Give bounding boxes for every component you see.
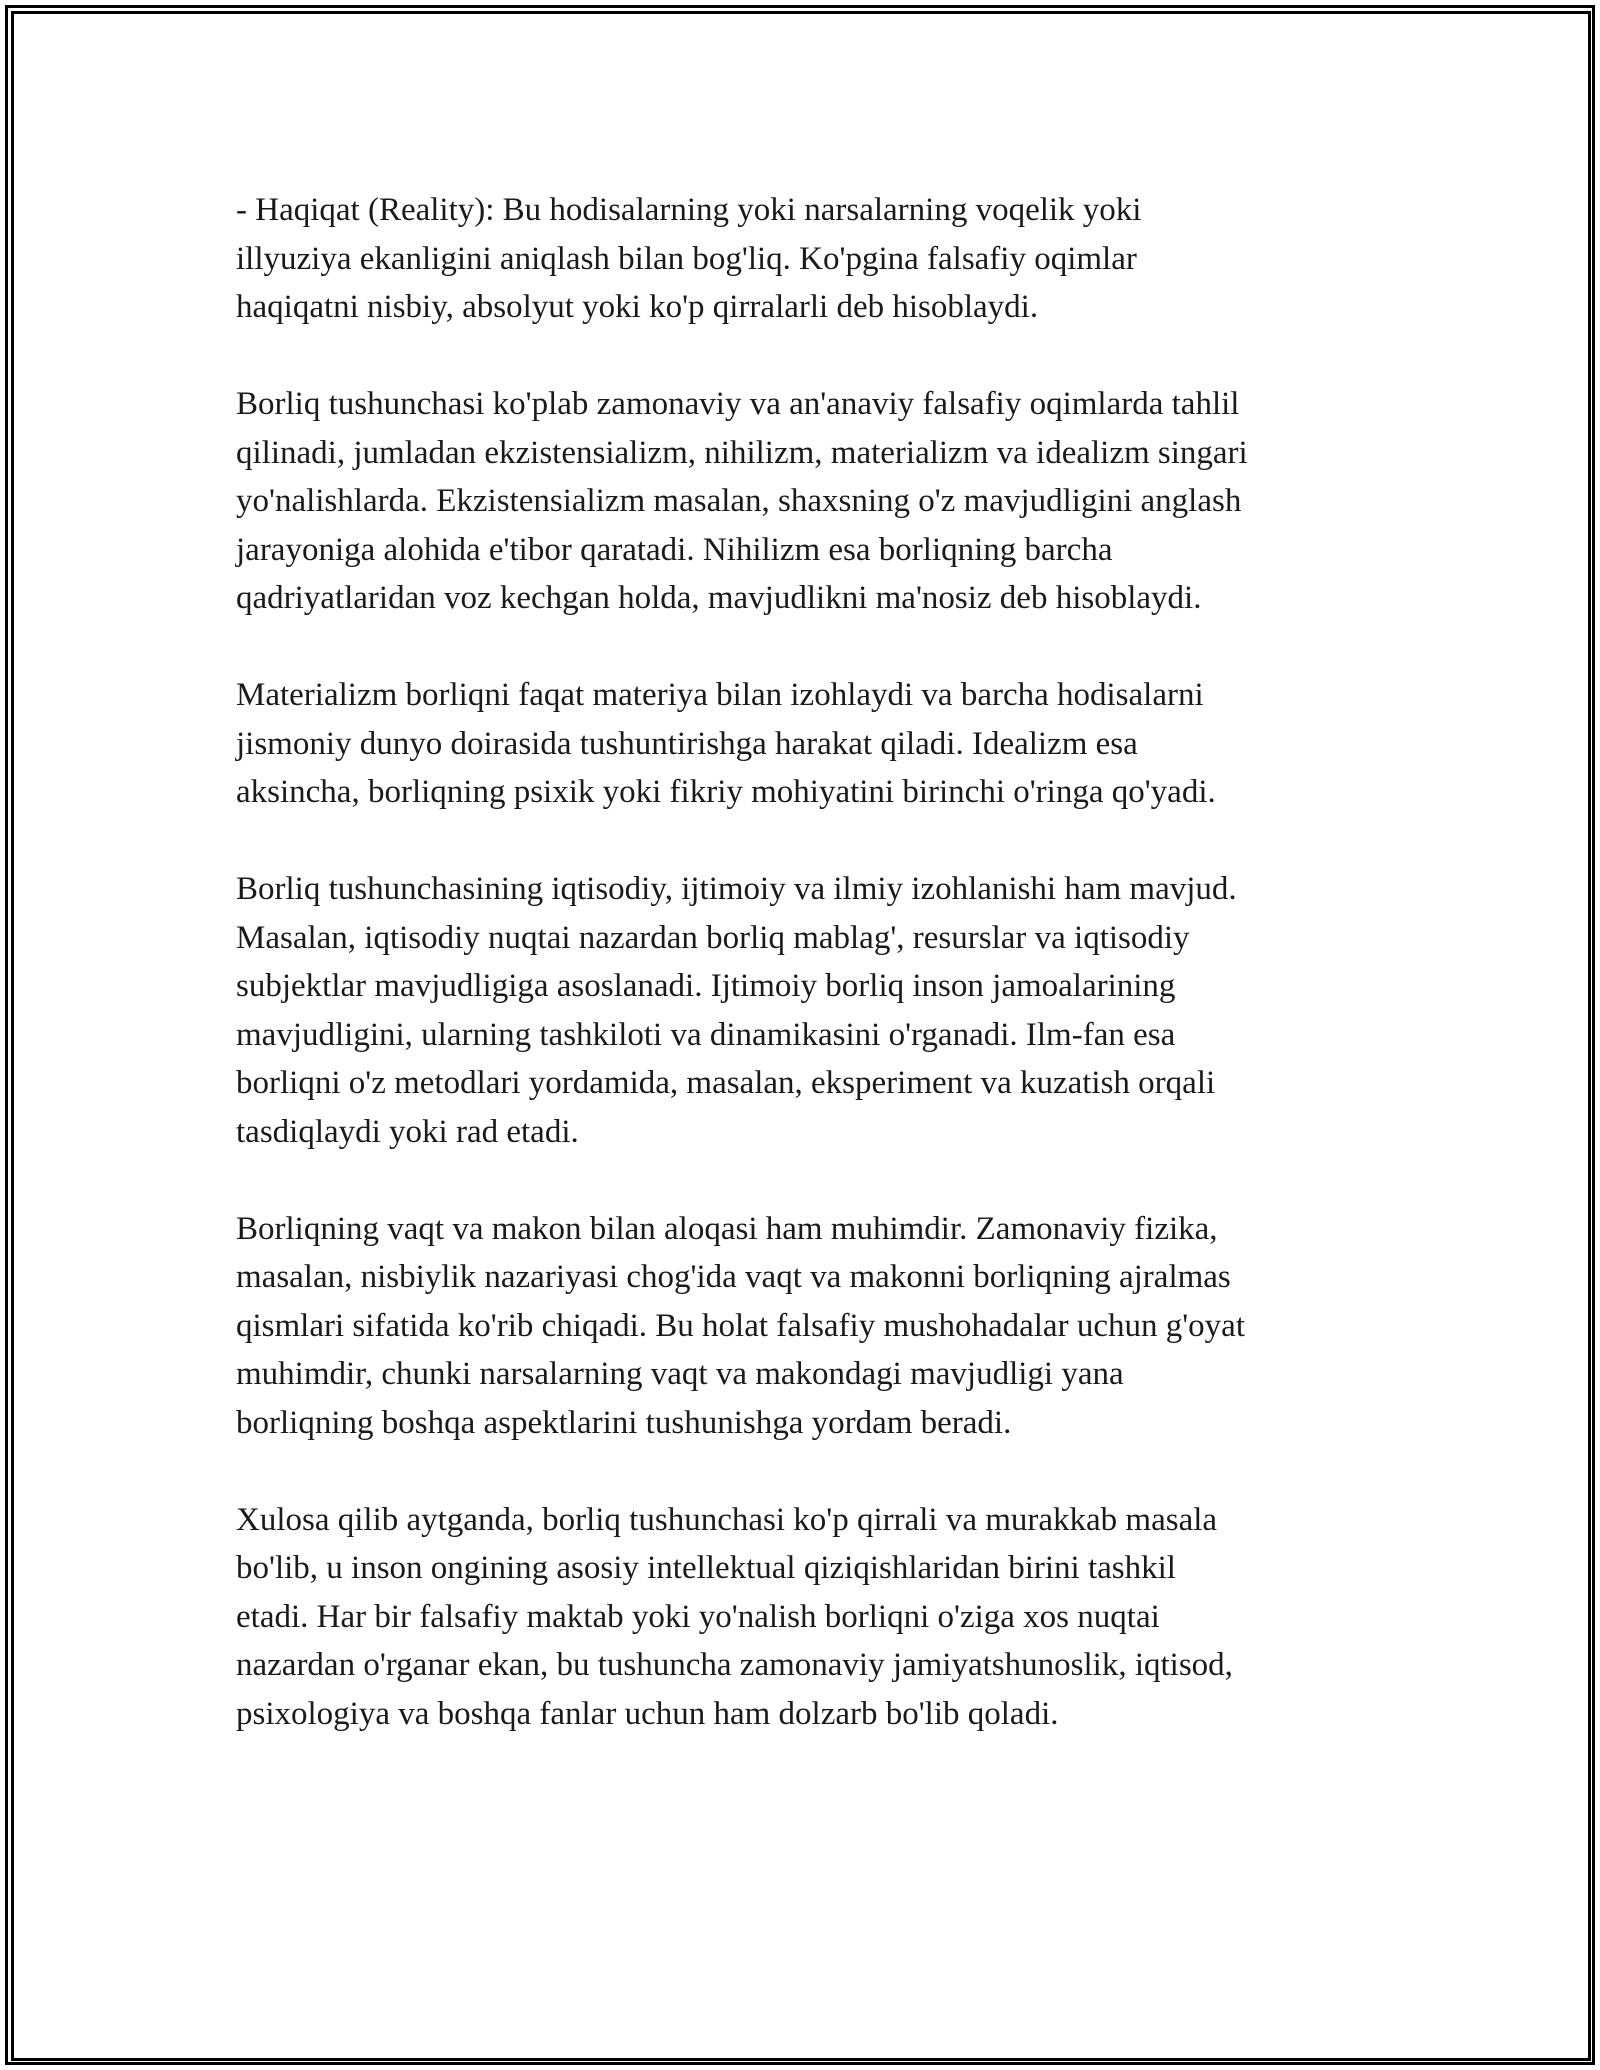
paragraph-philosophical-currents: Borliq tushunchasi ko'plab zamonaviy va an'anaviy falsafiy oqimlarda tahlil qilinadi, jumladan ekzistensializm, nihilizm, materializm va idealizm singari yo'nalishlarda. Ekzistensializm masalan, shaxsning o'z mavjudligini anglash jarayoniga alohida e'tibor qaratadi. Nihilizm esa borliqning barcha qadriyatlaridan voz kechgan holda, mavjudlikni ma'nosiz deb hisoblaydi.	[236, 386, 1248, 616]
paragraph-economic-social-scientific: Borliq tushunchasining iqtisodiy, ijtimoiy va ilmiy izohlanishi ham mavjud. Masalan, iqtisodiy nuqtai nazardan borliq mablag', resurslar va iqtisodiy subjektlar mavjudligiga asoslanadi. Ijtimoiy borliq inson jamoalarining mavjudligini, ularning tashkiloti va dinamikasini o'rganadi. Ilm-fan esa borliqni o'z metodlari yordamida, masalan, eksperiment va kuzatish orqali tasdiqlaydi yoki rad etadi.	[236, 871, 1237, 1150]
paragraph-reality-definition: - Haqiqat (Reality): Bu hodisalarning yoki narsalarning voqelik yoki illyuziya ekanligini aniqlash bilan bog'liq. Ko'pgina falsafiy oqimlar haqiqatni nisbiy, absolyut yoki ko'p qirralarli deb hisoblaydi.	[236, 192, 1142, 325]
paragraph-materialism-idealism: Materializm borliqni faqat materiya bilan izohlaydi va barcha hodisalarni jismoniy dunyo doirasida tushuntirishga harakat qiladi. Idealizm esa aksincha, borliqning psixik yoki fikriy mohiyatini birinchi o'ringa qo'yadi.	[236, 677, 1216, 810]
paragraph-time-space: Borliqning vaqt va makon bilan aloqasi ham muhimdir. Zamonaviy fizika, masalan, nisbiylik nazariyasi chog'ida vaqt va makonni borliqning ajralmas qismlari sifatida ko'rib chiqadi. Bu holat falsafiy mushohadalar uchun g'oyat muhimdir, chunki narsalarning vaqt va makondagi mavjudligi yana borliqning boshqa aspektlarini tushunishga yordam beradi.	[236, 1210, 1245, 1441]
document-body	[236, 186, 1364, 1738]
paragraph-conclusion: Xulosa qilib aytganda, borliq tushunchasi ko'p qirrali va murakkab masala bo'lib, u inson ongining asosiy intellektual qiziqishlaridan birini tashkil etadi. Har bir falsafiy maktab yoki yo'nalish borliqni o'ziga xos nuqtai nazardan o'rganar ekan, bu tushuncha zamonaviy jamiyatshunoslik, iqtisod, psixologiya va boshqa fanlar uchun ham dolzarb bo'lib qoladi.	[236, 1501, 1233, 1732]
